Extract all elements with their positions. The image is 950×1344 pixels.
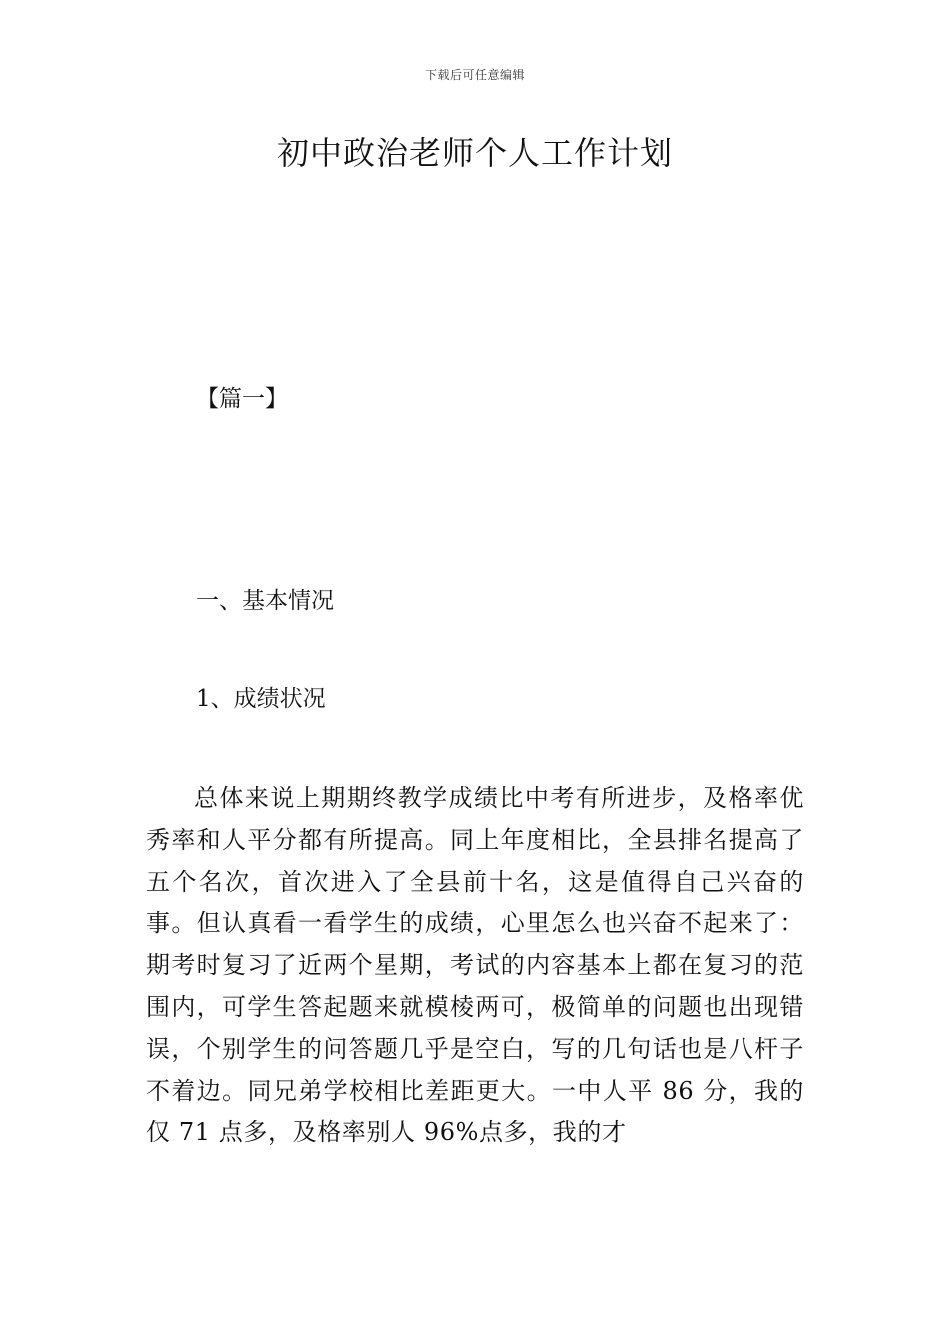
- section-marker: 【篇一】: [196, 386, 288, 412]
- subsection-heading: 1、成绩状况: [196, 686, 326, 712]
- section-heading: 一、基本情况: [196, 588, 334, 614]
- page-header-note: 下载后可任意编辑: [424, 68, 525, 82]
- body-paragraph: 总体来说上期期终教学成绩比中考有所进步，及格率优秀率和人平分都有所提高。同上年度相比，全县排名提高了五个名次，首次进入了全县前十名，这是值得自己兴奋的事。但认真看一看学生的成绩，心里怎么也兴奋不起来了：期考时复习了近两个星期，考试的内容基本上都在复习的范围内，可学生答起题来就模棱两可，极简单的问题也出现错误，个别学生的问答题几乎是空白，写的几句话也是八杆子不着边。同兄弟学校相比差距更大。一中人平 86 分，我的仅 71 点多，及格率别人 96%点多，我的才: [146, 784, 804, 1147]
- document-title: 初中政治老师个人工作计划: [276, 134, 673, 172]
